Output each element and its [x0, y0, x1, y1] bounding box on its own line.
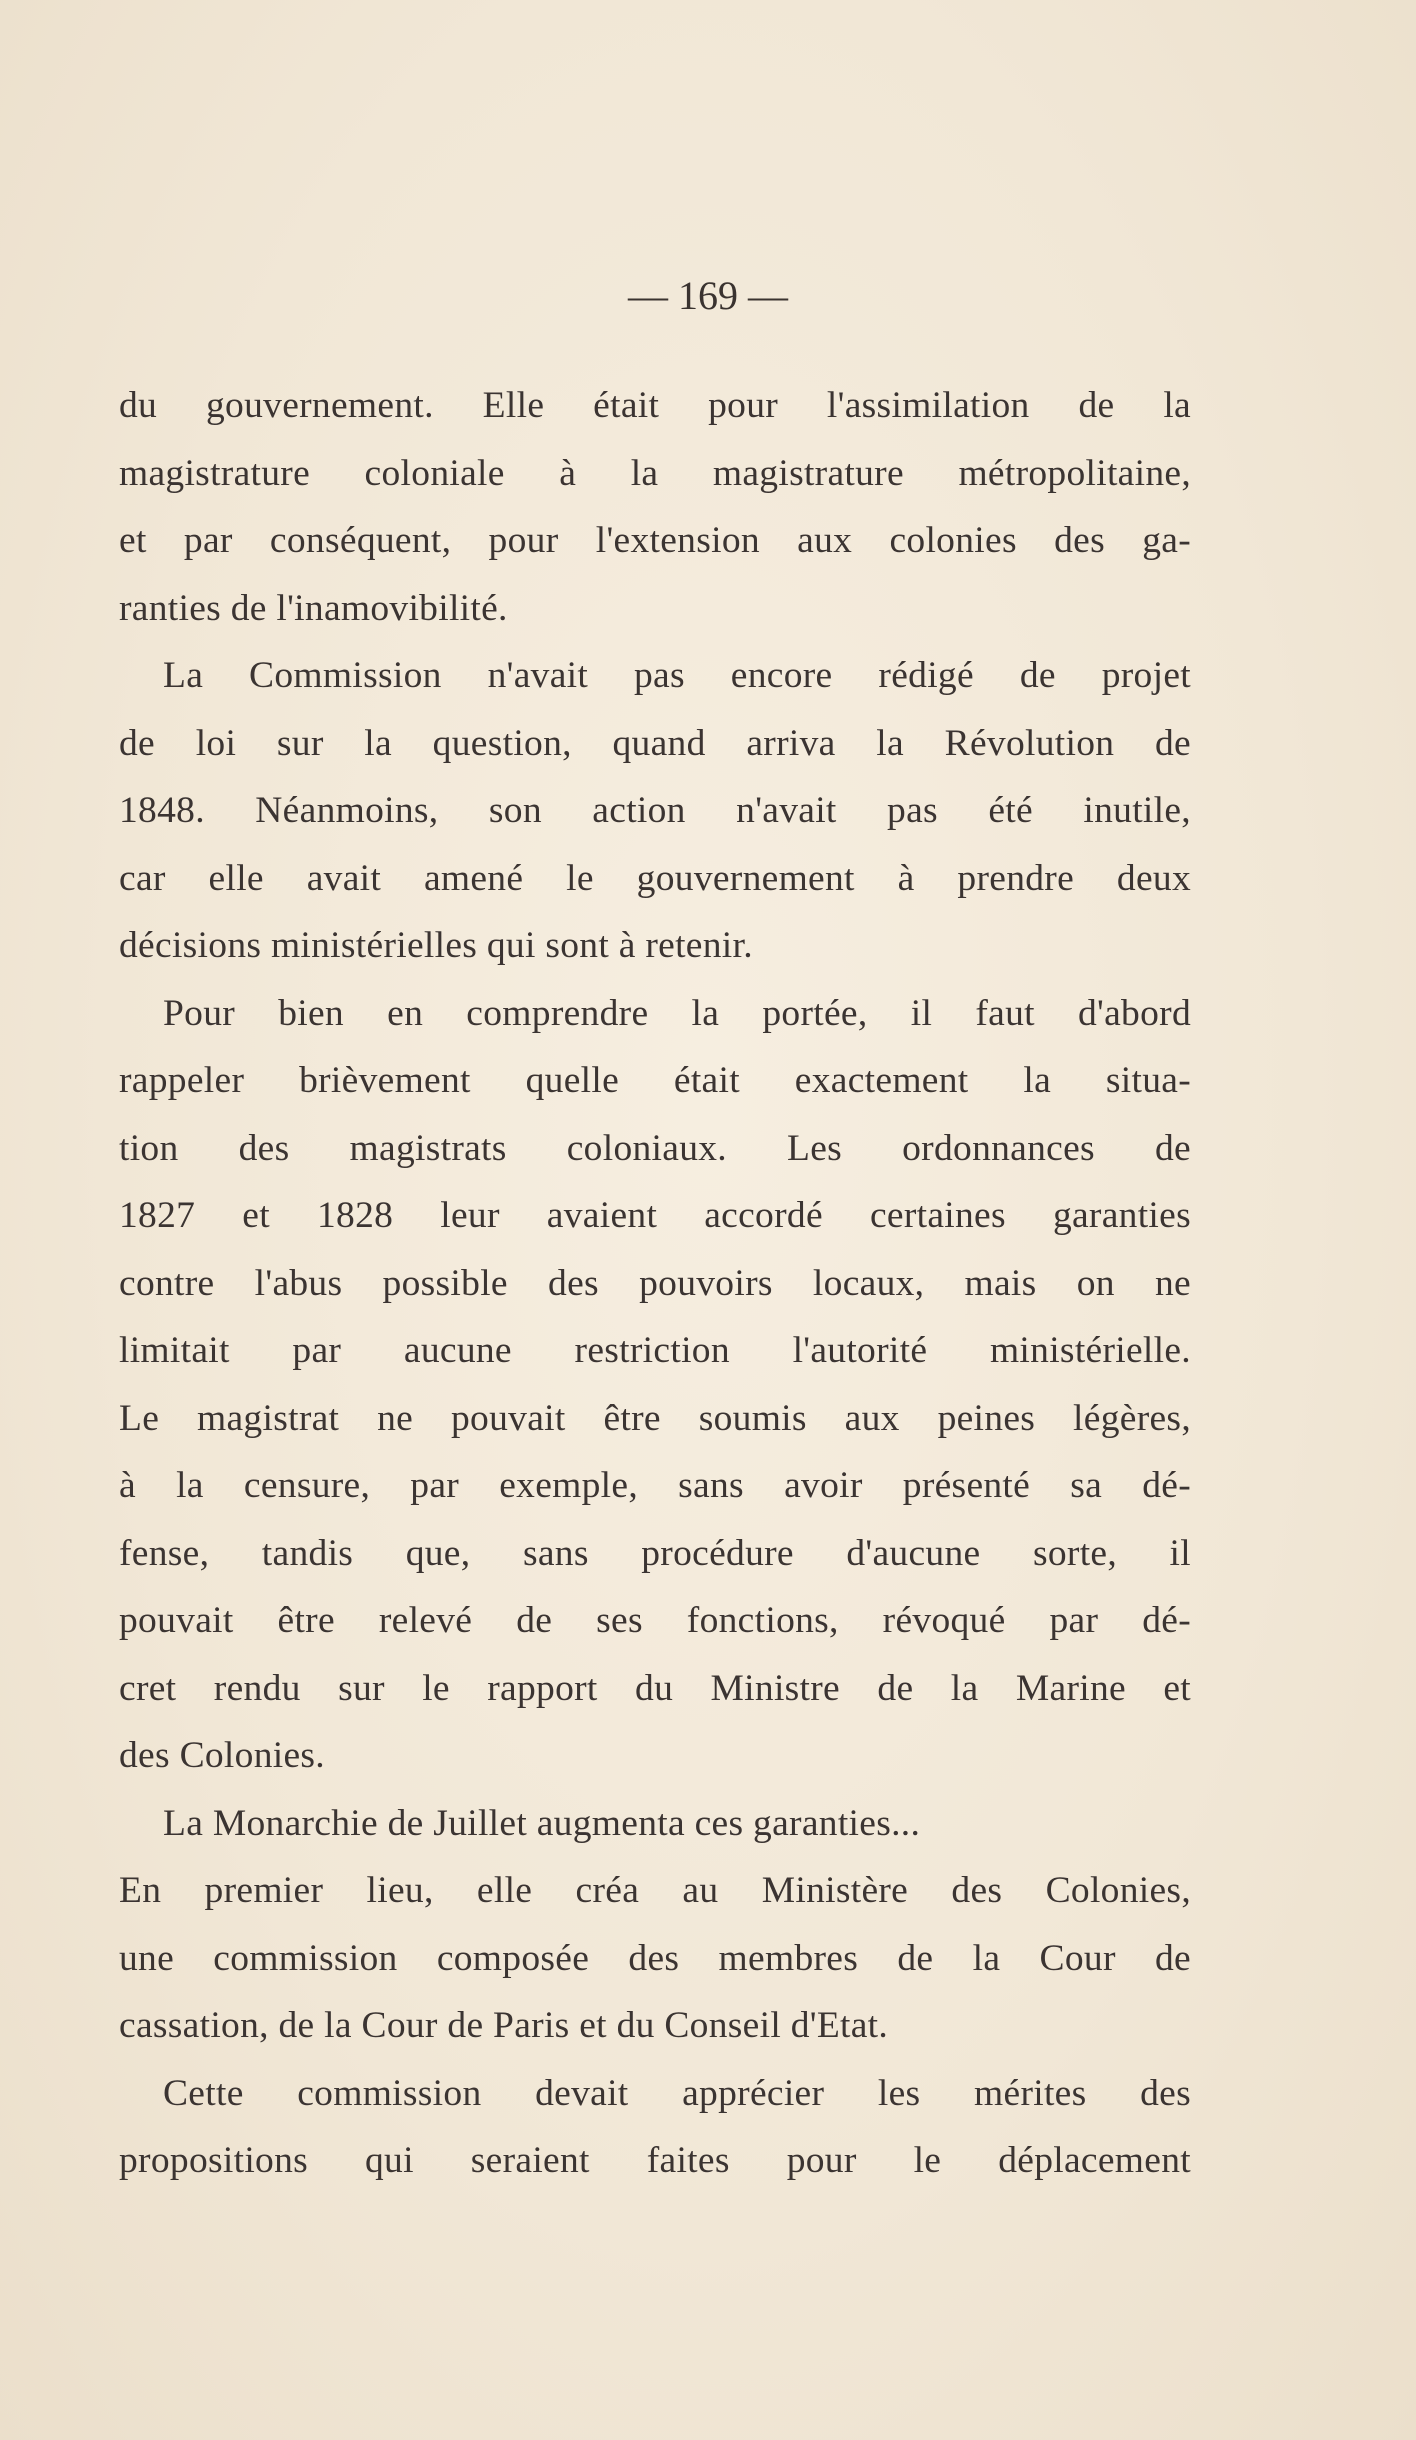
text-line: de loi sur la question, quand arriva la Révolution de	[119, 722, 1191, 764]
text-line: 1848. Néanmoins, son action n'avait pas été inutile,	[119, 790, 1191, 831]
text-line: En premier lieu, elle créa au Ministère des Colonies,	[119, 1870, 1191, 1911]
text-line: ranties de l'inamovibilité.	[119, 587, 508, 629]
text-line: décisions ministérielles qui sont à retenir.	[119, 925, 753, 966]
text-line: et par conséquent, pour l'extension aux colonies des ga-	[119, 520, 1191, 561]
text-line: Cette commission devait apprécier les mérites des	[163, 2072, 1191, 2114]
text-line: une commission composée des membres de la Cour de	[119, 1937, 1191, 1979]
text-line: cret rendu sur le rapport du Ministre de la Marine et	[119, 1667, 1191, 1709]
text-line: fense, tandis que, sans procédure d'aucune sorte, il	[119, 1532, 1191, 1574]
text-line: du gouvernement. Elle était pour l'assimilation de la	[119, 385, 1191, 426]
text-line: tion des magistrats coloniaux. Les ordonnances de	[119, 1127, 1191, 1169]
text-line: limitait par aucune restriction l'autorité ministérielle.	[119, 1330, 1191, 1371]
text-line: pouvait être relevé de ses fonctions, révoqué par dé-	[119, 1600, 1191, 1641]
text-line: à la censure, par exemple, sans avoir présenté sa dé-	[119, 1465, 1191, 1506]
text-line: des Colonies.	[119, 1735, 325, 1776]
text-line: cassation, de la Cour de Paris et du Conseil d'Etat.	[119, 2005, 889, 2046]
text-line: La Monarchie de Juillet augmenta ces garanties...	[163, 1802, 921, 1844]
body-text	[119, 372, 1191, 2195]
text-line: 1827 et 1828 leur avaient accordé certaines garanties	[119, 1195, 1191, 1236]
page-number: — 169 —	[628, 273, 788, 318]
text-line: La Commission n'avait pas encore rédigé de projet	[163, 655, 1191, 696]
text-line: magistrature coloniale à la magistrature métropolitaine,	[119, 452, 1191, 494]
text-line: propositions qui seraient faites pour le déplacement	[119, 2140, 1191, 2181]
text-line: Le magistrat ne pouvait être soumis aux peines légères,	[119, 1397, 1191, 1439]
text-line: rappeler brièvement quelle était exactement la situa-	[119, 1060, 1191, 1101]
text-line: contre l'abus possible des pouvoirs locaux, mais on ne	[119, 1262, 1191, 1304]
text-line: car elle avait amené le gouvernement à prendre deux	[119, 857, 1191, 899]
text-line: Pour bien en comprendre la portée, il faut d'abord	[163, 992, 1191, 1034]
